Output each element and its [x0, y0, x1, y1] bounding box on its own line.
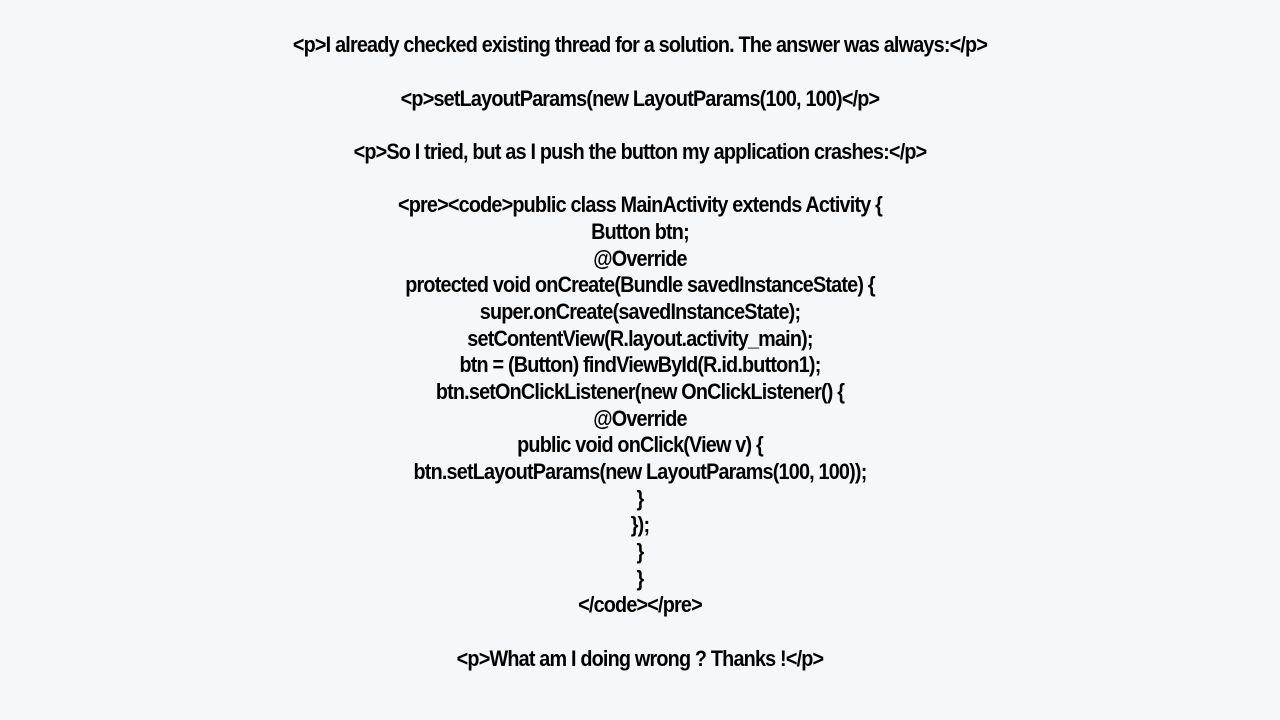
code-line: </code></pre> — [578, 592, 702, 617]
code-line: @Override — [593, 406, 687, 431]
answer-paragraph: <p>setLayoutParams(new LayoutParams(100, 100)</p> — [400, 86, 880, 111]
intro-paragraph: <p>I already checked existing thread for a solution. The answer was always:</p> — [292, 32, 988, 57]
code-line: btn.setLayoutParams(new LayoutParams(100, 100)); — [413, 459, 867, 484]
code-line: <pre><code>public class MainActivity extends Activity { — [397, 192, 883, 217]
question-paragraph: <p>What am I doing wrong ? Thanks !</p> — [456, 646, 824, 671]
code-line: super.onCreate(savedInstanceState); — [479, 299, 801, 324]
code-line: } — [636, 486, 644, 511]
code-line: btn = (Button) findViewById(R.id.button1); — [459, 352, 821, 377]
tried-paragraph: <p>So I tried, but as I push the button my application crashes:</p> — [353, 139, 927, 164]
code-line: @Override — [593, 246, 687, 271]
code-line: }); — [630, 512, 650, 537]
code-line: } — [636, 539, 644, 564]
code-line: btn.setOnClickListener(new OnClickListener() { — [435, 379, 845, 404]
code-line: setContentView(R.layout.activity_main); — [467, 326, 813, 351]
code-line: public void onClick(View v) { — [517, 432, 763, 457]
code-line: } — [636, 566, 644, 591]
code-line: protected void onCreate(Bundle savedInstanceState) { — [405, 272, 875, 297]
code-line: Button btn; — [591, 219, 689, 244]
